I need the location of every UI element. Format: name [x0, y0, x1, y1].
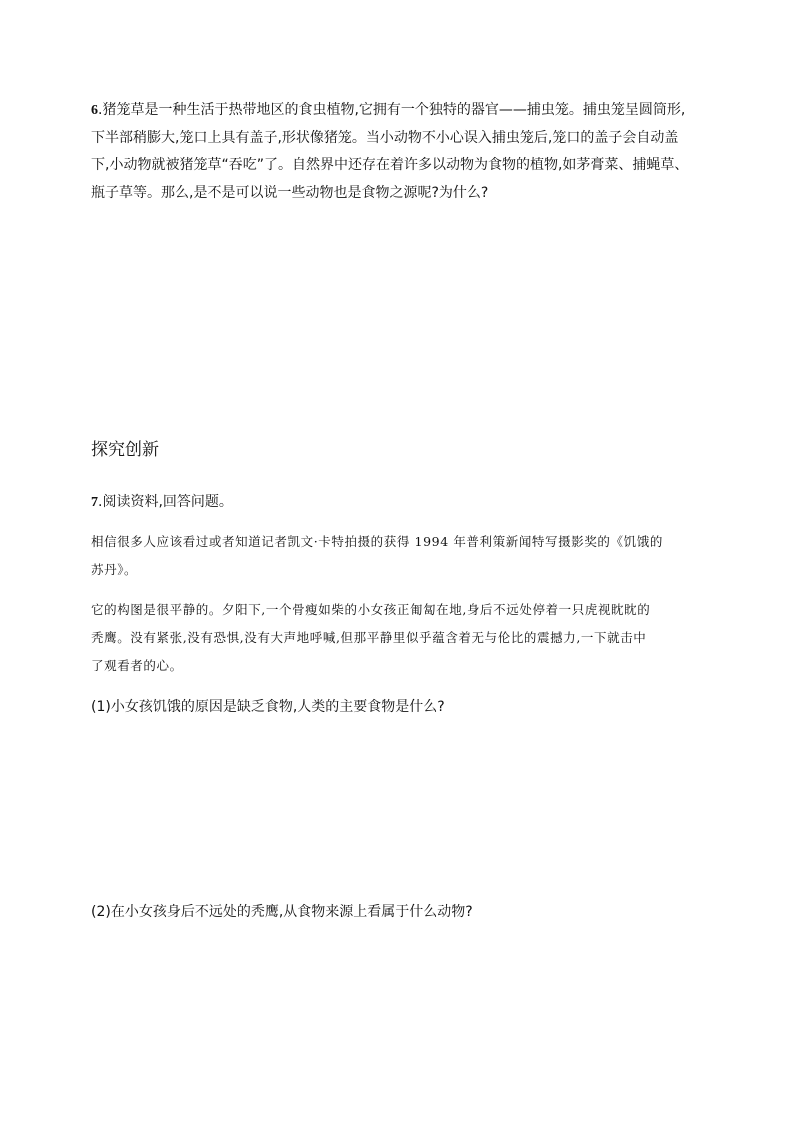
reading-line: 它的构图是很平静的。夕阳下,一个骨瘦如柴的小女孩正匍匐在地,身后不远处停着一只虎视眈眈的 — [91, 602, 651, 617]
reading-line: 相信很多人应该看过或者知道记者凯文·卡特拍摄的获得 1994 年普利策新闻特写摄影奖的《饥饿的 — [91, 534, 663, 549]
reading-paragraph-2 — [91, 596, 706, 680]
reading-paragraph-1 — [91, 528, 706, 584]
reading-line: 秃鹰。没有紧张,没有恐惧,没有大声地呼喊,但那平静里似乎蕴含着无与伦比的震撼力,一下就击中 — [91, 630, 647, 645]
section-title: 探究创新 — [91, 440, 159, 460]
reading-line: 了观看者的心。 — [91, 658, 183, 673]
sub-question-2: (2)在小女孩身后不远处的秃鹰,从食物来源上看属于什么动物? — [91, 904, 473, 920]
question-6-line-2: 下半部稍膨大,笼口上具有盖子,形状像猪笼。当小动物不小心误入捕虫笼后,笼口的盖子会自动盖 — [91, 129, 679, 146]
question-6-line-4: 瓶子草等。那么,是不是可以说一些动物也是食物之源呢?为什么? — [91, 184, 489, 201]
question-number: 7 — [91, 495, 98, 510]
question-6-line-3: 下,小动物就被猪笼草“吞吃”了。自然界中还存在着许多以动物为食物的植物,如茅膏菜、捕蝇草、 — [91, 157, 689, 173]
question-number: 6 — [91, 103, 98, 118]
sub-question-1: (1)小女孩饥饿的原因是缺乏食物,人类的主要食物是什么? — [91, 699, 445, 715]
question-6-line-1: 6.猪笼草是一种生活于热带地区的食虫植物,它拥有一个独特的器官——捕虫笼。捕虫笼呈圆筒形, — [91, 102, 686, 118]
reading-line: 苏丹》。 — [91, 562, 138, 577]
question-6 — [91, 97, 706, 207]
question-7-prompt: 7.阅读资料,回答问题。 — [91, 494, 233, 510]
